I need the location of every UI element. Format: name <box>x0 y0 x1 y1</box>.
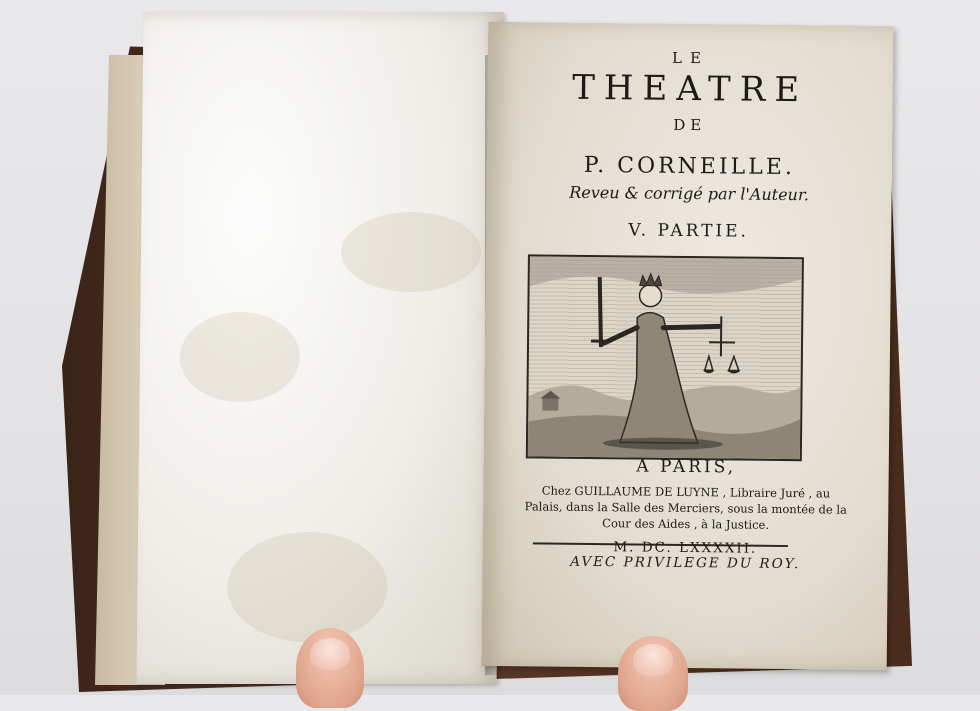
royal-privilege: AVEC PRIVILEGE DU ROY. <box>483 553 888 573</box>
left-finger <box>296 628 364 708</box>
woodcut-illustration <box>528 256 802 459</box>
left-endpaper <box>136 12 503 684</box>
fingernail <box>633 644 673 676</box>
title-page <box>482 22 894 670</box>
publisher-imprint: Chez GUILLAUME DE LUYNE , Libraire Juré , au Palais, dans la Salle des Merciers, sous la montée de la Cour des Aides , à la Justice. <box>483 482 888 534</box>
title-line-le: LE <box>488 47 893 69</box>
author-name: P. CORNEILLE. <box>487 152 892 181</box>
right-finger <box>618 636 688 711</box>
title-line-theatre: THEATRE <box>487 67 892 111</box>
subtitle: Reveu & corrigé par l'Auteur. <box>487 182 892 205</box>
publication-date: M. DC. LXXXXII. <box>483 538 888 558</box>
fingernail <box>310 638 350 670</box>
part-number: V. PARTIE. <box>486 219 891 243</box>
place-of-publication: A PARIS, <box>484 455 889 479</box>
paper-stain <box>341 212 482 292</box>
justice-woodcut-image <box>526 254 804 461</box>
title-line-de: DE <box>487 114 892 136</box>
paper-stain <box>179 312 300 402</box>
paper-stain <box>227 532 388 642</box>
